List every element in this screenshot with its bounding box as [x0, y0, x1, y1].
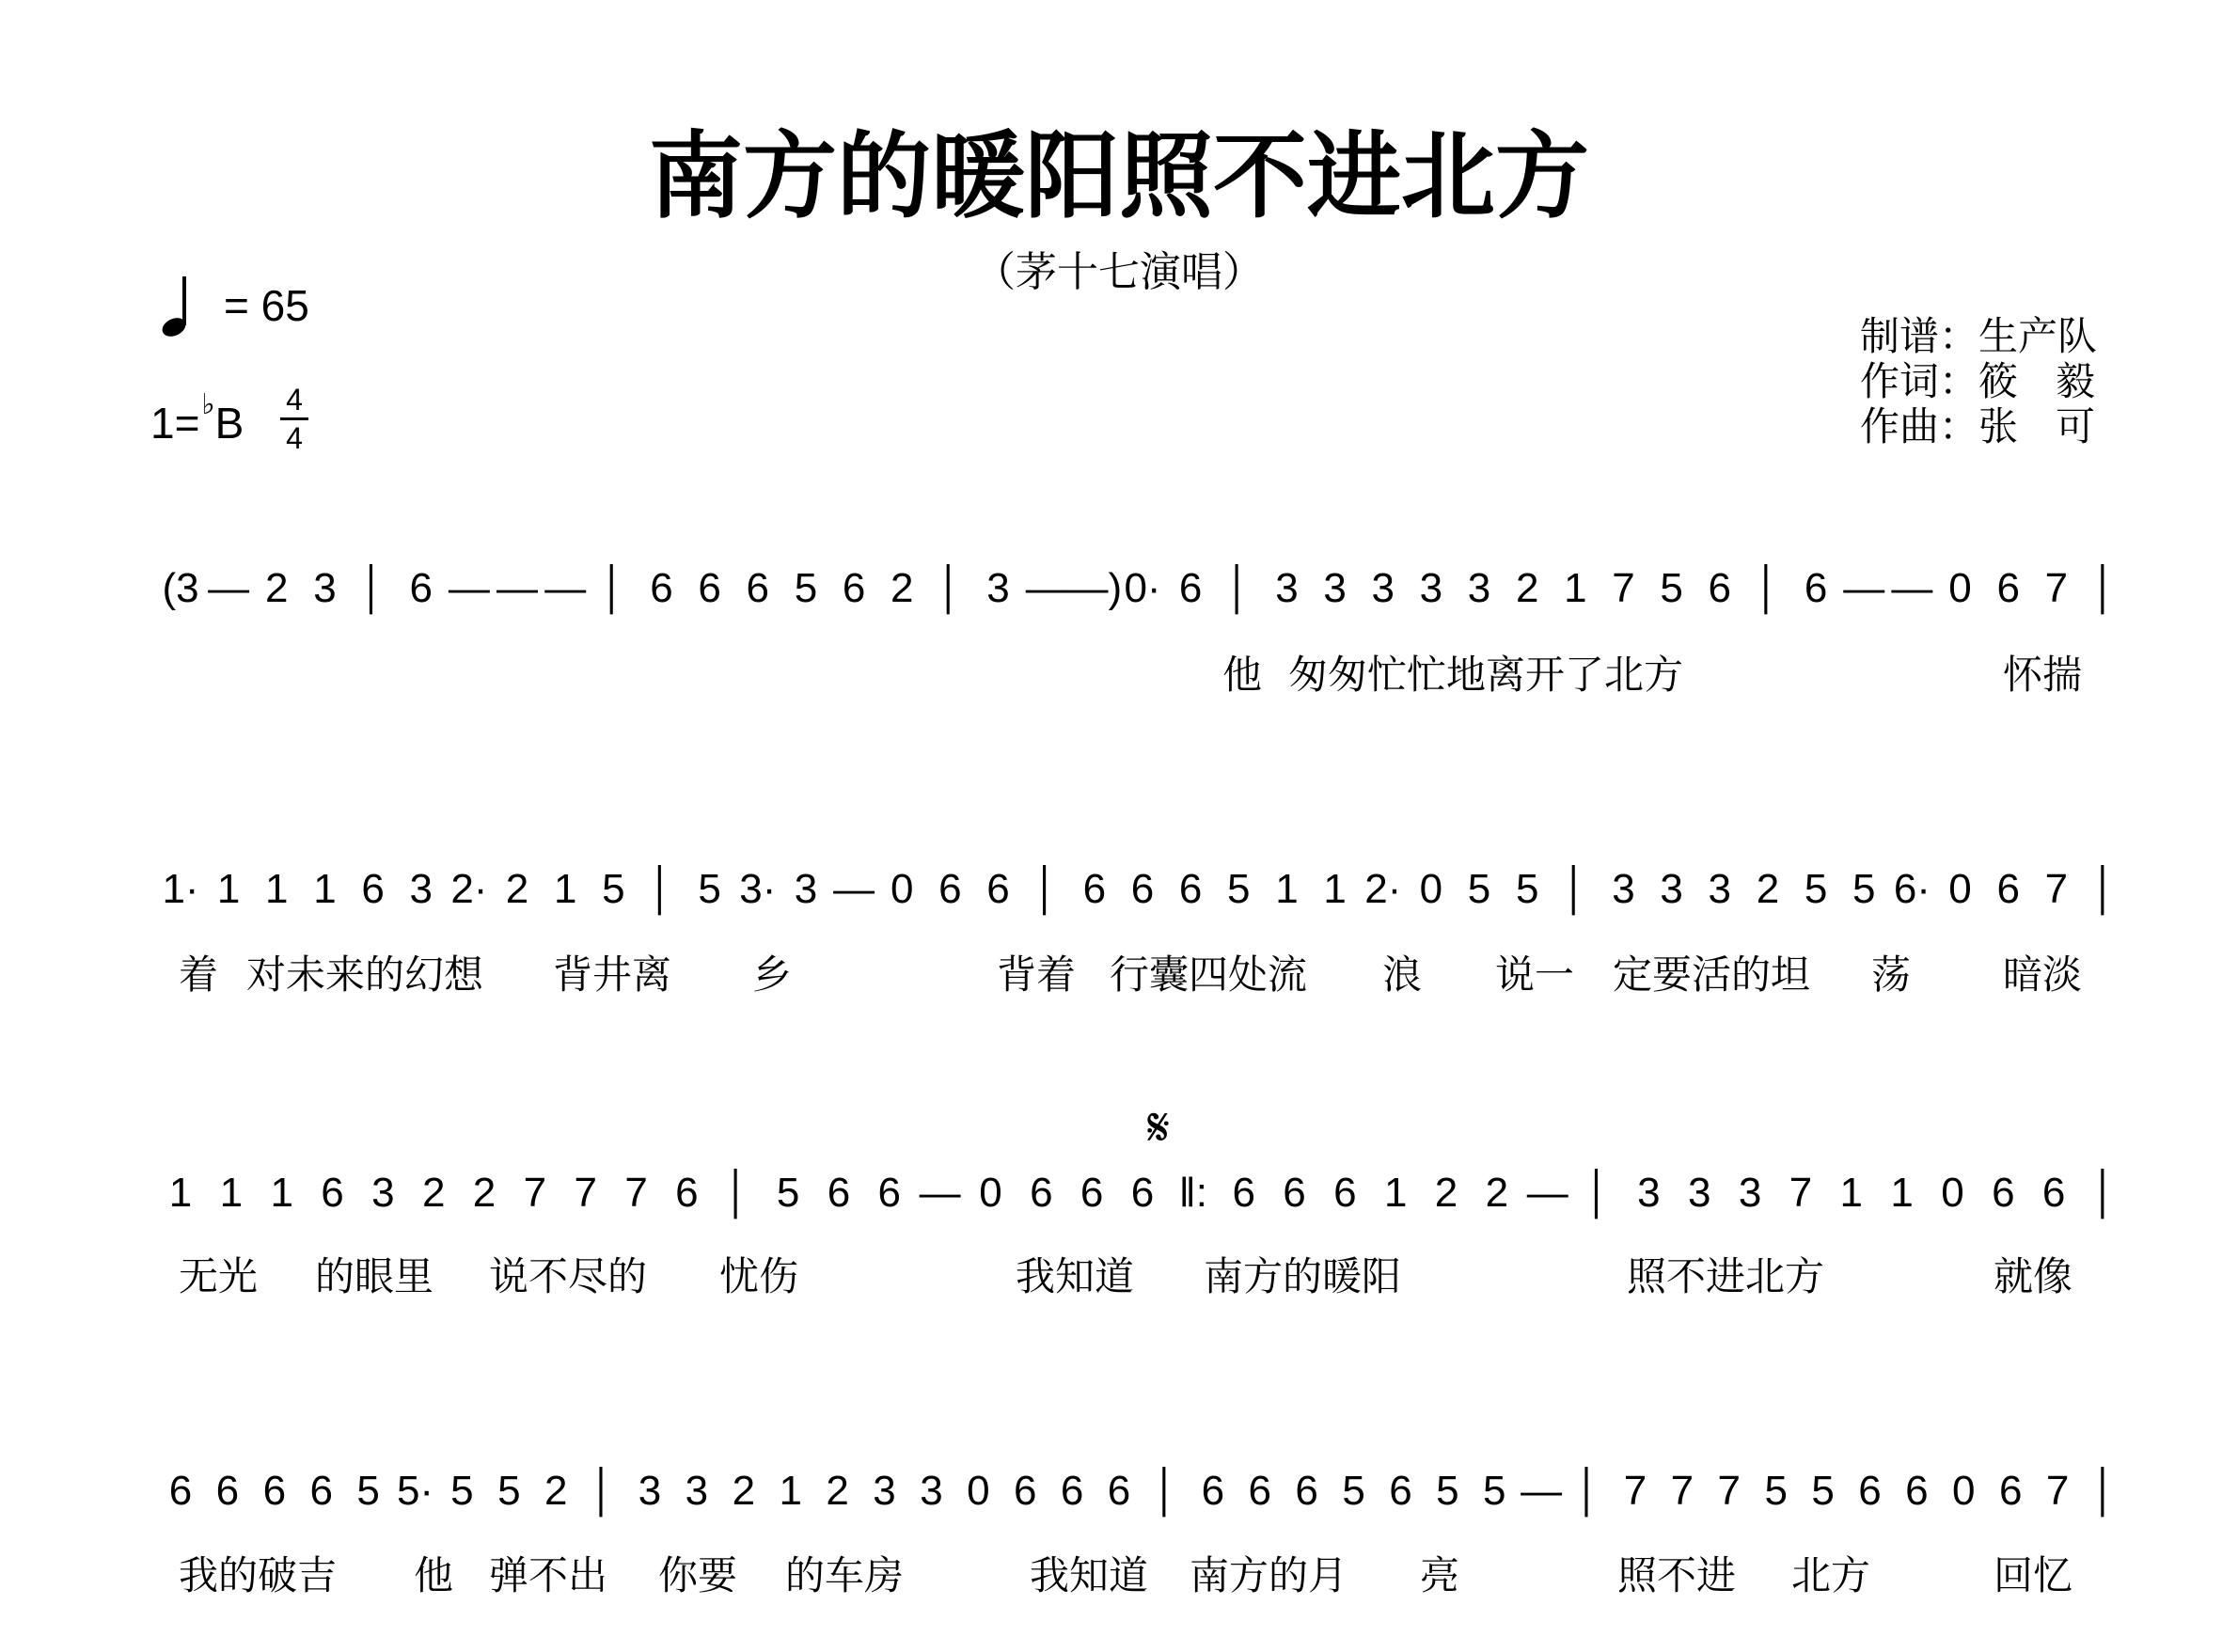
- note: 2: [544, 1468, 568, 1514]
- note: 5·: [396, 1468, 434, 1514]
- note: 3: [1688, 1170, 1711, 1216]
- note: 6: [1232, 1170, 1255, 1216]
- note: 5: [1227, 866, 1251, 912]
- note: 6: [1107, 1468, 1131, 1514]
- lyric: 的车房: [785, 1552, 905, 1598]
- note: 0: [979, 1170, 1002, 1216]
- note: 3: [1323, 565, 1347, 611]
- note: 2: [472, 1170, 496, 1216]
- note: 1: [216, 866, 241, 912]
- note: 2: [1485, 1170, 1509, 1216]
- lyric: 我知道: [1016, 1253, 1135, 1299]
- system-3: [169, 1168, 2118, 1299]
- note: 6: [2041, 1170, 2066, 1216]
- note: 7: [523, 1170, 547, 1216]
- note: 6: [986, 866, 1010, 912]
- barline: │: [1153, 1468, 1179, 1514]
- lyric: 照不进北方: [1627, 1253, 1825, 1299]
- note: 3·: [739, 866, 777, 912]
- barline: │: [600, 565, 627, 611]
- note: 7: [1623, 1468, 1647, 1514]
- barline: │: [648, 866, 675, 912]
- note: 3: [794, 866, 818, 912]
- note: 6: [409, 565, 433, 611]
- note: 7: [2045, 1468, 2070, 1514]
- composer-credit: 作曲：张 可: [1859, 403, 2096, 449]
- note: 5: [356, 1468, 380, 1514]
- note: 0: [1419, 866, 1443, 912]
- note: 5: [1811, 1468, 1835, 1514]
- lyric: 他: [414, 1552, 454, 1598]
- note: 1: [1839, 1170, 1864, 1216]
- note: 6: [1992, 1170, 2015, 1216]
- note: 6: [1804, 565, 1828, 611]
- note: 1: [219, 1170, 244, 1216]
- note: 3: [1708, 866, 1732, 912]
- key-label: 1=: [150, 399, 200, 448]
- note: 2: [890, 565, 914, 611]
- song-title: 南方的暖阳照不进北方: [649, 121, 1589, 231]
- note: 5: [1342, 1468, 1365, 1514]
- note: 6: [675, 1170, 699, 1216]
- note: 5: [1660, 565, 1683, 611]
- lyric: 我的破吉: [179, 1552, 338, 1598]
- note: 3: [920, 1468, 943, 1514]
- flat-sign: ♭: [201, 389, 215, 420]
- note: 0: [890, 866, 914, 912]
- note: 2·: [1364, 866, 1402, 912]
- lyric: 浪: [1382, 952, 1423, 998]
- note: 5: [1515, 866, 1539, 912]
- key-note: B: [214, 399, 244, 448]
- note: 6: [698, 565, 721, 611]
- note: 3: [1275, 565, 1299, 611]
- lyric: 南方的月: [1190, 1552, 1348, 1598]
- barline: │: [1562, 866, 1589, 912]
- note: 2·: [450, 866, 488, 912]
- barline: │: [2091, 1468, 2118, 1514]
- note: 1·: [162, 866, 199, 912]
- note: 5: [794, 565, 818, 611]
- barline: │: [359, 565, 386, 611]
- note: 7: [2044, 866, 2069, 912]
- note: 6: [1060, 1468, 1084, 1514]
- note: 7: [624, 1170, 648, 1216]
- note: —: [1843, 565, 1885, 611]
- note: 5: [450, 1468, 474, 1514]
- lyric: 的眼里: [315, 1253, 434, 1299]
- note: —: [833, 866, 875, 912]
- note: 3: [1612, 866, 1635, 912]
- lyric: 北方: [1791, 1552, 1871, 1598]
- note: 6·: [1893, 866, 1931, 912]
- barline: │: [2091, 565, 2118, 611]
- lyric: 回忆: [1994, 1552, 2073, 1598]
- note: 6: [842, 565, 866, 611]
- note: 7: [1612, 565, 1635, 611]
- lyric: 弹不出: [489, 1552, 608, 1598]
- note: 5: [1483, 1468, 1506, 1514]
- note: 6: [1130, 866, 1155, 912]
- lyric: 荡: [1871, 952, 1912, 998]
- note: 2: [1756, 866, 1780, 912]
- note: 6: [938, 866, 962, 912]
- note: —: [1526, 1170, 1568, 1216]
- note: 3: [685, 1468, 709, 1514]
- note: 6: [1998, 1468, 2023, 1514]
- note: 3: [873, 1468, 896, 1514]
- note: 1: [1323, 866, 1347, 912]
- note: 5: [698, 866, 721, 912]
- note: 6: [1996, 866, 2020, 912]
- segno-mark: 𝄋: [1146, 1097, 1171, 1158]
- system-4: [169, 1466, 2118, 1598]
- note: 0: [967, 1468, 990, 1514]
- note: 7: [1717, 1468, 1742, 1514]
- note: 0: [1948, 565, 1972, 611]
- barline: │: [1575, 1468, 1601, 1514]
- note: —: [544, 565, 587, 611]
- note: 2: [421, 1170, 446, 1216]
- note: 1: [168, 1170, 193, 1216]
- barline: │: [2091, 866, 2118, 912]
- note: 5: [602, 866, 625, 912]
- note: 1: [1564, 565, 1587, 611]
- barline: │: [724, 1170, 751, 1216]
- lyric: 怀揣: [2003, 652, 2083, 698]
- note: —: [208, 565, 250, 611]
- barline: │: [1225, 565, 1253, 611]
- note: 2: [826, 1468, 849, 1514]
- note: 7: [2044, 565, 2069, 611]
- lyric: 说一: [1495, 952, 1575, 998]
- lyric: 匆匆忙忙地离开了北方: [1288, 652, 1684, 698]
- lyric: 我知道: [1030, 1552, 1149, 1598]
- note: 5: [1804, 866, 1828, 912]
- note: 0: [1952, 1468, 1976, 1514]
- lyric: 乡: [752, 952, 793, 998]
- note: —: [496, 565, 539, 611]
- note: 3: [1419, 565, 1443, 611]
- lyricist-credit: 作词：筱 毅: [1859, 358, 2096, 404]
- lyric: 背井离: [553, 952, 672, 998]
- lyric: 南方的暖阳: [1204, 1253, 1402, 1299]
- note: 5: [497, 1468, 521, 1514]
- note: 6: [262, 1468, 287, 1514]
- barline: │: [1584, 1170, 1612, 1216]
- system-1: [162, 563, 2117, 698]
- barline: │: [2091, 1170, 2118, 1216]
- note: 6: [1389, 1468, 1412, 1514]
- note: 6: [1080, 1170, 1104, 1216]
- note: 3: [409, 866, 433, 912]
- note: 6: [827, 1170, 851, 1216]
- note: 3: [1738, 1170, 1762, 1216]
- note: 0·: [1124, 565, 1161, 611]
- time-top: 4: [286, 383, 303, 417]
- barline: │: [937, 565, 964, 611]
- lyric: 亮: [1420, 1552, 1460, 1598]
- transcriber-credit: 制谱：生产队: [1859, 313, 2097, 359]
- system-2: [162, 864, 2117, 998]
- note: 6: [1333, 1170, 1357, 1216]
- note: 6: [1082, 866, 1107, 912]
- note: 6: [361, 866, 385, 912]
- tempo-value: = 65: [224, 281, 309, 330]
- note: —: [1025, 565, 1067, 611]
- note: 6: [1201, 1468, 1225, 1514]
- song-subtitle: （茅十七演唱）: [974, 248, 1264, 296]
- note: 1: [265, 866, 289, 912]
- lyric: 就像: [1994, 1253, 2073, 1299]
- note: 6: [650, 565, 673, 611]
- note: 1: [313, 866, 337, 912]
- note: 2: [732, 1468, 756, 1514]
- lyric: 对未来的幻想: [246, 952, 484, 998]
- note: 6: [1178, 866, 1203, 912]
- note: 1: [779, 1468, 802, 1514]
- note: 5: [1436, 1468, 1459, 1514]
- note: —: [1521, 1468, 1563, 1514]
- note: 3: [1467, 565, 1491, 611]
- note: 5: [1764, 1468, 1788, 1514]
- note: 6: [1996, 565, 2020, 611]
- note: 3: [1660, 866, 1683, 912]
- note: 6: [1295, 1468, 1318, 1514]
- note: 6: [1178, 565, 1203, 611]
- note: 7: [1789, 1170, 1813, 1216]
- note: 1: [1383, 1170, 1408, 1216]
- note: 6: [1905, 1468, 1929, 1514]
- lyric: 暗淡: [2003, 952, 2083, 998]
- note: 6: [321, 1170, 344, 1216]
- note: 6: [1030, 1170, 1053, 1216]
- note: 6: [746, 565, 770, 611]
- note: 6: [1248, 1468, 1271, 1514]
- lyric: 你要: [658, 1552, 738, 1598]
- note: 6: [1858, 1468, 1882, 1514]
- note: 6: [1130, 1170, 1155, 1216]
- lyric: 他: [1222, 652, 1263, 698]
- note: (3: [162, 565, 199, 611]
- note: 3: [371, 1170, 395, 1216]
- note: —: [919, 1170, 961, 1216]
- note: 7: [574, 1170, 597, 1216]
- note: 2: [505, 866, 529, 912]
- note: —: [448, 565, 490, 611]
- time-bottom: 4: [286, 421, 303, 455]
- note: 6: [1014, 1468, 1037, 1514]
- note: 1: [1890, 1170, 1914, 1216]
- note: 5: [1852, 866, 1876, 912]
- lyric: 着: [179, 952, 219, 998]
- barline: ‖:: [1178, 1170, 1208, 1216]
- note: —): [1066, 565, 1123, 611]
- lyric: 背着: [997, 952, 1077, 998]
- note: 6: [309, 1468, 333, 1514]
- barline: │: [590, 1468, 616, 1514]
- note: 0: [1948, 866, 1972, 912]
- note: 1: [553, 866, 577, 912]
- note: 6: [1708, 565, 1732, 611]
- note: —: [1891, 565, 1933, 611]
- lyric: 忧伤: [719, 1253, 799, 1299]
- barline: │: [1755, 565, 1781, 611]
- barline: │: [1032, 866, 1060, 912]
- note: 5: [776, 1170, 800, 1216]
- note: 6: [215, 1468, 240, 1514]
- lyric: 定要活的坦: [1613, 952, 1811, 998]
- note: 2: [1434, 1170, 1458, 1216]
- lyric: 照不进: [1617, 1552, 1737, 1598]
- note: 3: [1637, 1170, 1661, 1216]
- note: 6: [877, 1170, 902, 1216]
- lyric: 行囊四处流: [1110, 952, 1308, 998]
- note: 2: [1515, 565, 1539, 611]
- note: 6: [1283, 1170, 1306, 1216]
- lyric: 无光: [179, 1253, 259, 1299]
- note: 3: [1371, 565, 1395, 611]
- note: 5: [1467, 866, 1491, 912]
- note: 3: [638, 1468, 662, 1514]
- note: 1: [270, 1170, 293, 1216]
- lyric: 说不尽的: [489, 1253, 648, 1299]
- note: 1: [1275, 866, 1299, 912]
- note: 6: [168, 1468, 193, 1514]
- note: 3: [313, 565, 337, 611]
- note: 7: [1670, 1468, 1694, 1514]
- note: 3: [986, 565, 1010, 611]
- note: 2: [265, 565, 289, 611]
- note: 0: [1941, 1170, 1964, 1216]
